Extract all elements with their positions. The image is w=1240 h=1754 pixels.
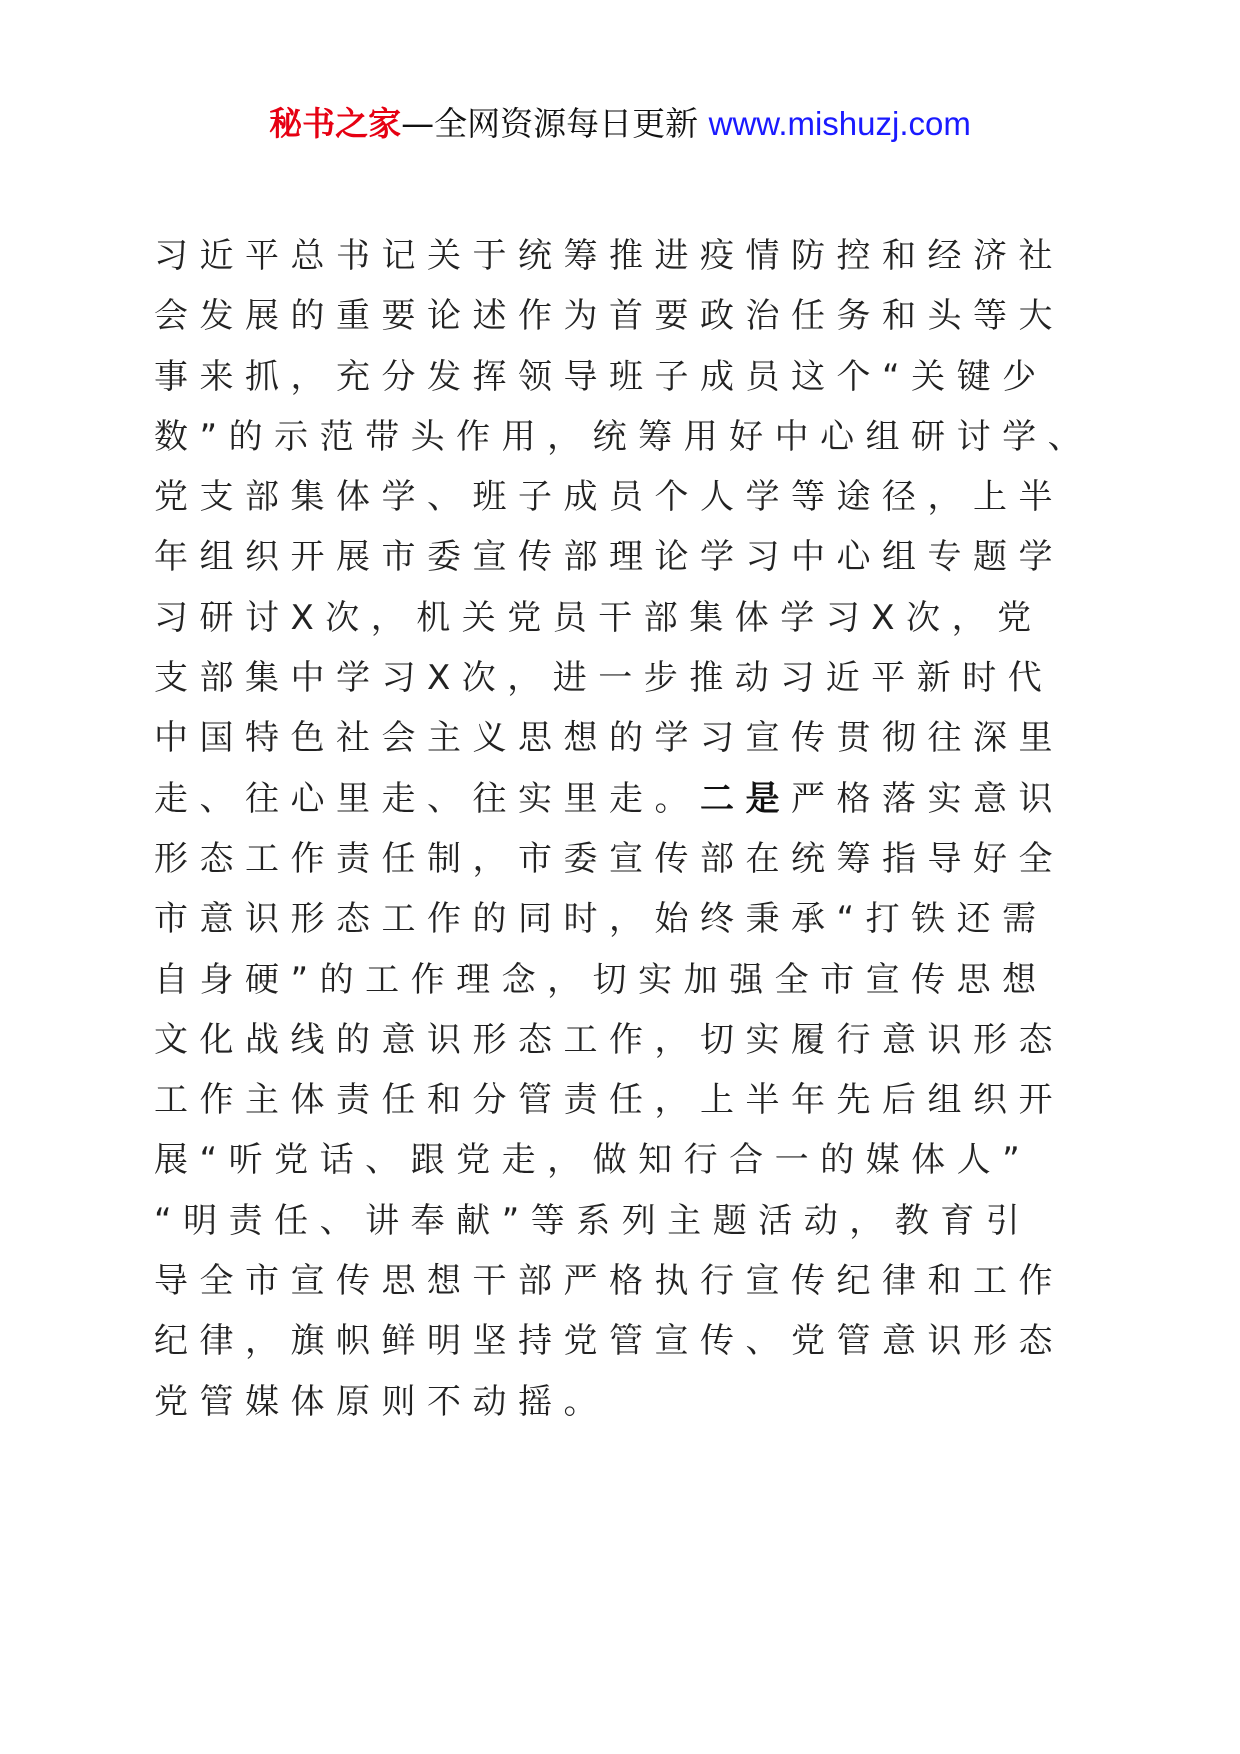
text-segment: 严格落实意识: [791, 778, 1064, 819]
text-line: 支部集中学习X次，进一步推动习近平新时代: [154, 658, 1054, 699]
text-line: 文化战线的意识形态工作，切实履行意识形态: [154, 1019, 1064, 1060]
emphasis-label: 二是: [700, 778, 791, 819]
text-line: 数”的示范带头作用，统筹用好中心组研讨学、: [154, 416, 1094, 457]
text-line: 自身硬”的工作理念，切实加强全市宣传思想: [154, 959, 1048, 1000]
text-line: 年组织开展市委宣传部理论学习中心组专题学: [154, 537, 1064, 578]
document-body: [154, 226, 1094, 1432]
text-line: 事来抓，充分发挥领导班子成员这个“关键少: [154, 356, 1048, 397]
brand-name: 秘书之家: [269, 104, 402, 143]
text-line: 形态工作责任制，市委宣传部在统筹指导好全: [154, 838, 1064, 879]
tagline: —全网资源每日更新: [401, 104, 709, 143]
text-line: 党管媒体原则不动摇。: [154, 1381, 609, 1422]
text-line: 会发展的重要论述作为首要政治任务和头等大: [154, 296, 1064, 337]
text-line: 工作主体责任和分管责任，上半年先后组织开: [154, 1080, 1064, 1121]
text-line: 习近平总书记关于统筹推进疫情防控和经济社: [154, 236, 1064, 276]
text-line: 党支部集体学、班子成员个人学等途径，上半: [154, 477, 1064, 518]
text-segment: 走、往心里走、往实里走。: [154, 778, 700, 819]
site-header: [0, 100, 1240, 148]
site-url-link[interactable]: www.mishuzj.com: [708, 105, 971, 142]
text-line: “明责任、讲奉献”等系列主题活动，教育引: [154, 1200, 1032, 1241]
text-line: 市意识形态工作的同时，始终秉承“打铁还需: [154, 899, 1048, 940]
text-line: 展“听党话、跟党走，做知行合一的媒体人”: [154, 1140, 1032, 1181]
text-line: 纪律，旗帜鲜明坚持党管宣传、党管意识形态: [154, 1321, 1064, 1362]
text-line: 习研讨X次，机关党员干部集体学习X次，党: [154, 597, 1043, 638]
text-line: 中国特色社会主义思想的学习宣传贯彻往深里: [154, 718, 1064, 759]
text-line-with-emphasis: [154, 769, 1094, 829]
text-line: 导全市宣传思想干部严格执行宣传纪律和工作: [154, 1261, 1064, 1302]
